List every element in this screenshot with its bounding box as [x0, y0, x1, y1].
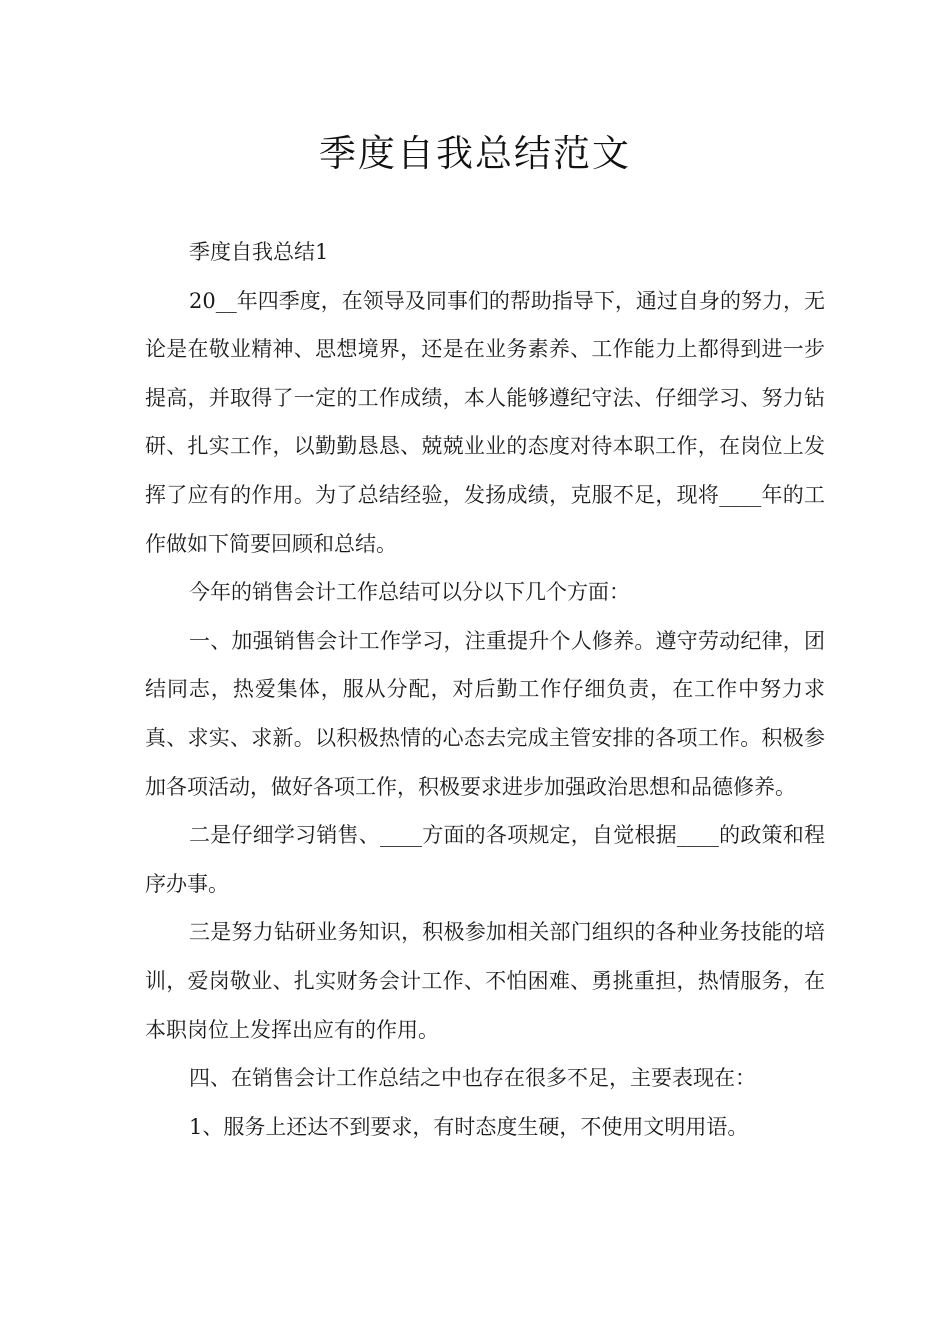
body-paragraph: 四、在销售会计工作总结之中也存在很多不足，主要表现在： — [189, 1066, 756, 1091]
body-paragraph: 20__年四季度，在领导及同事们的帮助指导下，通过自身的努力，无论是在敬业精神、思想境界，还是在业务素养、工作能力上都得到进一步提高，并取得了一定的工作成绩，本人能够遵纪守法、仔细学习、努力钻研、扎实工作，以勤勤恳恳、兢兢业业的态度对待本职工作，在岗位上发挥了应有的作用。为了总结经验，发扬成绩，克服不足，现将____年的工作做如下简要回顾和总结。 — [145, 288, 825, 556]
body-paragraph: 二是仔细学习销售、____方面的各项规定，自觉根据____的政策和程序办事。 — [145, 823, 825, 896]
document-body — [145, 228, 825, 1151]
body-paragraph: 1、服务上还达不到要求，有时态度生硬，不使用文明用语。 — [189, 1114, 749, 1139]
section-heading: 季度自我总结1 — [189, 240, 329, 264]
document-title: 季度自我总结范文 — [319, 132, 631, 175]
body-paragraph: 三是努力钻研业务知识，积极参加相关部门组织的各种业务技能的培训，爱岗敬业、扎实财务会计工作、不怕困难、勇挑重担，热情服务，在本职岗位上发挥出应有的作用。 — [145, 920, 825, 1042]
body-paragraph: 今年的销售会计工作总结可以分以下几个方面： — [189, 580, 630, 605]
body-paragraph: 一、加强销售会计工作学习，注重提升个人修养。遵守劳动纪律，团结同志，热爱集体，服从分配，对后勤工作仔细负责，在工作中努力求真、求实、求新。以积极热情的心态去完成主管安排的各项工作。积极参加各项活动，做好各项工作，积极要求进步加强政治思想和品德修养。 — [145, 628, 825, 799]
